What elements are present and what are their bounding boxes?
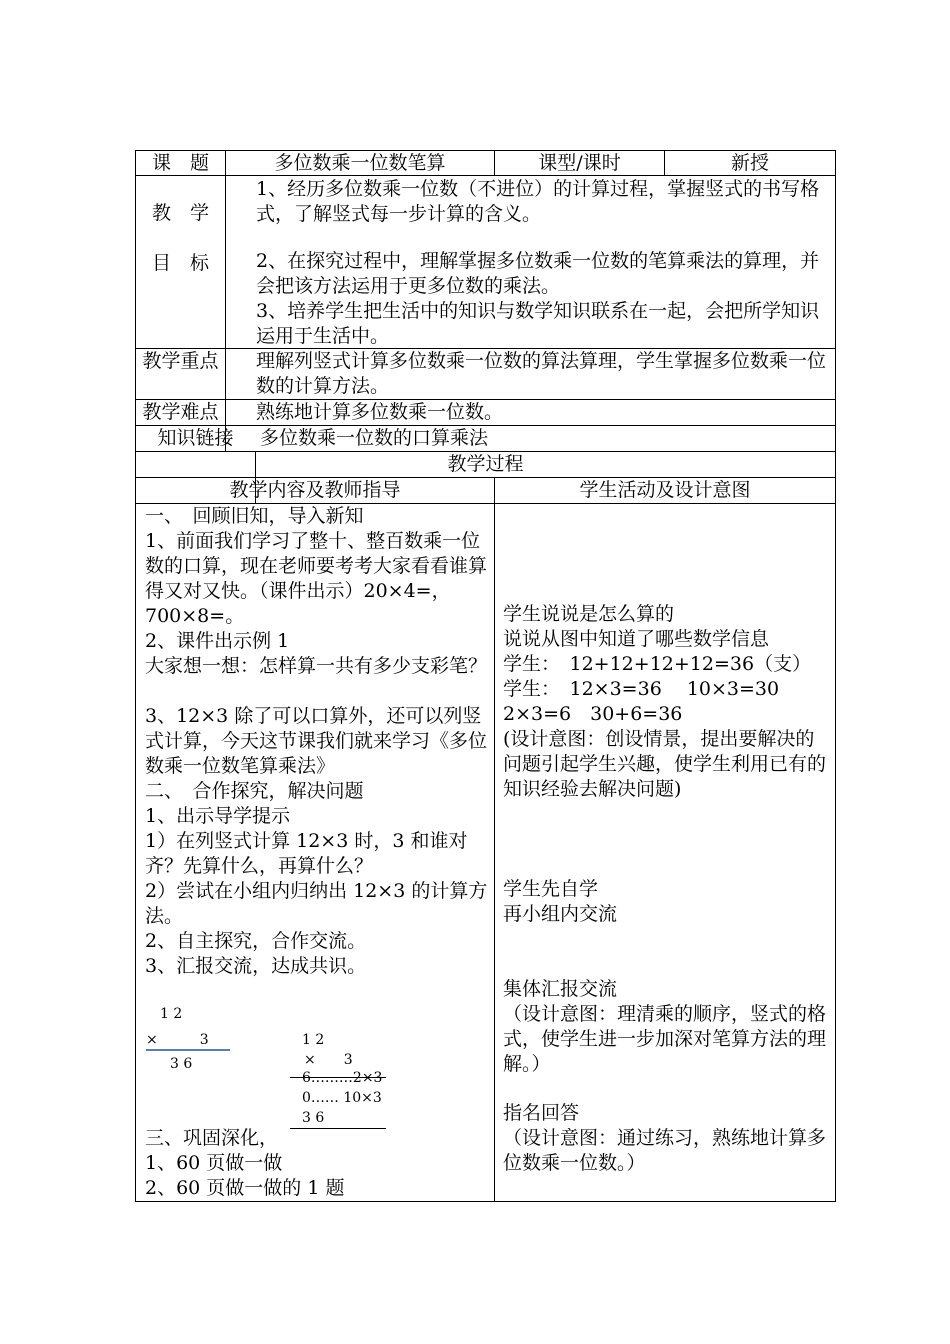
objectives-content	[256, 177, 831, 349]
activity-line: 再小组内交流	[503, 903, 618, 925]
row-divider	[136, 175, 835, 176]
lesson-type-label: 课型/课时	[538, 152, 621, 174]
process-title: 教学过程	[447, 453, 524, 475]
topic-label: 课 题	[151, 152, 209, 174]
content-line: 一、 回顾旧知，导入新知	[145, 505, 364, 527]
content-line: 3、12×3 除了可以口算外，还可以列竖式计算，今天这节课我们就来学习《多位数乘一位数笔算乘法》	[145, 705, 488, 777]
calc1-row-3: 3 6	[170, 1056, 193, 1072]
content-line	[145, 679, 490, 704]
activity-line: 学生说说是怎么算的	[503, 603, 675, 625]
content-line: 2）尝试在小组内归纳出 12×3 的计算方法。	[145, 880, 488, 927]
objectives-label-1: 教 学	[151, 202, 209, 224]
calc2-row-4: 0…… 10×3	[302, 1090, 382, 1106]
content-line: 1）在列竖式计算 12×3 时，3 和谁对齐？先算什么，再算什么？	[145, 830, 468, 877]
process-col-left-header: 教学内容及教师指导	[229, 479, 401, 501]
calc1-row-2: × 3	[146, 1032, 209, 1048]
activity-line: 学生先自学	[503, 878, 599, 900]
content-line: 1、60 页做一做	[145, 1152, 283, 1174]
calc1-underline	[146, 1049, 230, 1051]
knowledge-label: 知识链接	[157, 427, 234, 449]
objective-item: 1、经历多位数乘一位数（不进位）的计算过程，掌握竖式的书写格式，了解竖式每一步计算的含义。	[256, 178, 820, 225]
activity-line: 指名回答	[503, 1102, 580, 1124]
consolidation-section	[145, 1126, 490, 1201]
topic-value: 多位数乘一位数笔算	[274, 152, 446, 174]
content-line: 2、60 页做一做的 1 题	[145, 1177, 345, 1199]
calc2-row-3: 6………2×3	[302, 1070, 383, 1086]
key-point-text: 理解列竖式计算多位数乘一位数的算法算理，学生掌握多位数乘一位数的计算方法。	[256, 350, 827, 397]
objective-item: 2、在探究过程中，理解掌握多位数乘一位数的笔算乘法的算理，并会把该方法运用于更多位数的乘法。	[256, 250, 820, 297]
calc2-row-5: 3 6	[302, 1110, 325, 1126]
student-activity-block-1	[503, 602, 829, 802]
col-divider	[225, 151, 226, 451]
calc2-row-1: 1 2	[302, 1032, 325, 1048]
calc2-row-2: × 3	[304, 1052, 353, 1068]
design-intent: （设计意图：理清乘的顺序，竖式的格式，使学生进一步加深对笔算方法的理解。）	[503, 1003, 827, 1075]
knowledge-text: 多位数乘一位数的口算乘法	[260, 427, 489, 449]
difficulty-text: 熟练地计算多位数乘一位数。	[256, 401, 504, 423]
content-line: 3、汇报交流，达成共识。	[145, 955, 367, 977]
student-activity-block-2	[503, 877, 829, 927]
content-line: 2、课件出示例 1	[145, 630, 290, 652]
content-line: 1、出示导学提示	[145, 805, 291, 827]
process-col-right-header: 学生活动及设计意图	[579, 479, 751, 501]
activity-line: 说说从图中知道了哪些数学信息	[503, 628, 770, 650]
lesson-type-value: 新授	[730, 152, 769, 174]
teaching-content	[145, 504, 490, 979]
student-activity-block-3	[503, 977, 829, 1077]
key-point-label: 教学重点	[142, 350, 219, 372]
activity-line: 集体汇报交流	[503, 978, 618, 1000]
activity-line: 2×3=6 30+6=36	[503, 703, 683, 725]
col-divider	[494, 477, 495, 1201]
student-activity-block-4	[503, 1101, 829, 1176]
calc1-row-1: 1 2	[160, 1006, 183, 1022]
design-intent: (设计意图：创设情景，提出要解决的问题引起学生兴趣，使学生利用已有的知识经验去解决问题)	[503, 728, 827, 800]
content-line: 二、 合作探究，解决问题	[145, 780, 364, 802]
activity-line: 学生： 12+12+12+12=36（支）	[503, 653, 812, 675]
content-line: 2、自主探究，合作交流。	[145, 930, 367, 952]
design-intent: （设计意图：通过练习，熟练地计算多位数乘一位数。）	[503, 1127, 827, 1174]
lesson-plan-table	[135, 150, 836, 1202]
content-line: 1、前面我们学习了整十、整百数乘一位数的口算，现在老师要考考大家看看谁算得又对又快。（课件出示）20×4=，700×8=。	[145, 530, 488, 627]
objective-item: 3、培养学生把生活中的知识与数学知识联系在一起，会把所学知识运用于生活中。	[256, 300, 820, 347]
activity-line: 学生： 12×3=36 10×3=30	[503, 678, 780, 700]
content-line: 大家想一想：怎样算一共有多少支彩笔？	[145, 655, 488, 677]
objectives-label-2: 目 标	[151, 252, 209, 274]
content-line: 三、巩固深化，	[145, 1127, 279, 1149]
difficulty-label: 教学难点	[142, 401, 219, 423]
